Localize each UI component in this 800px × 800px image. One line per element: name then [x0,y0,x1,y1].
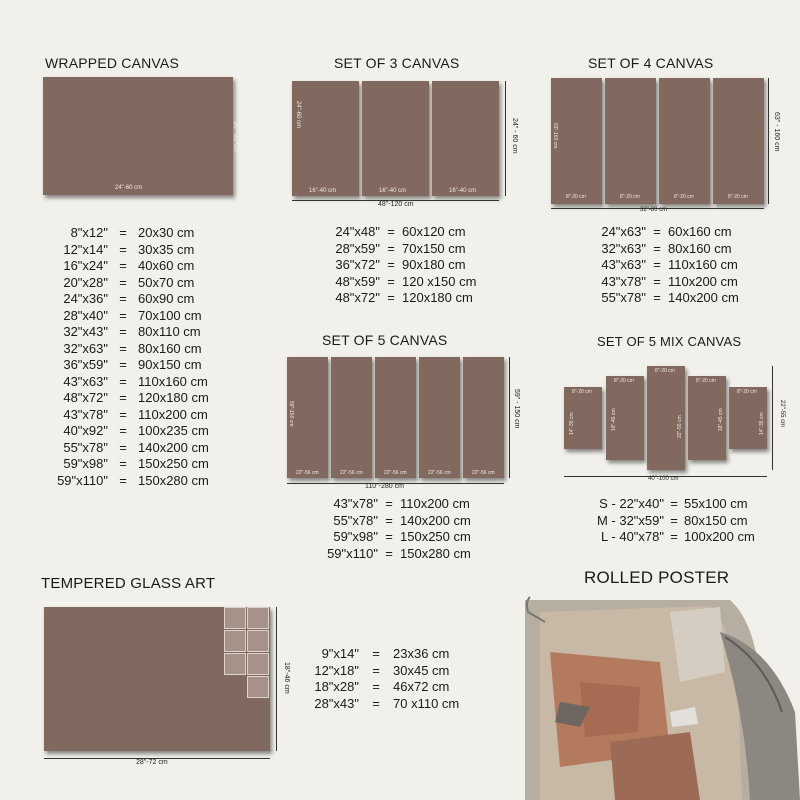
glass-title: TEMPERED GLASS ART [41,575,216,592]
size-equals: = [119,307,127,323]
set5-panel-4 [419,357,460,478]
size-row [562,529,770,546]
size-cm: 80x160 cm [138,340,202,356]
size-row [305,679,483,696]
size-cm: 60x120 cm [402,224,466,239]
size-row [28,374,228,391]
size-row [318,241,492,258]
size-equals: = [119,423,127,438]
size-row [28,357,228,374]
size-equals: = [119,291,127,306]
size-row [318,257,492,274]
glass-width-label: 28"-72 cm [136,759,168,766]
size-inches: 9"x14" [321,646,359,661]
size-row [28,341,228,358]
set3-title: SET OF 3 CANVAS [334,55,460,71]
size-inches: 48"x72" [335,290,380,305]
size-row [28,423,228,440]
size-inches: 48"x72" [63,390,108,405]
set4-total-height-label: 63" - 160 cm [773,112,780,152]
mix-height-line [772,366,773,470]
size-inches: 59"x110" [327,545,378,561]
set4-panel-3-width-label: 8"-20 cm [674,194,694,200]
size-cm: 110x160 cm [668,257,738,272]
size-cm: 120x180 cm [138,390,209,405]
size-equals: = [670,529,678,544]
size-inches: 43"x78" [601,273,646,289]
size-equals: = [119,439,127,455]
size-row [28,258,228,275]
size-cm: 150x280 cm [400,545,471,561]
size-equals: = [119,373,127,389]
size-row [316,546,490,563]
size-cm: 70 x110 cm [393,695,460,711]
size-inches: 40"x92" [63,423,108,438]
glass-height-line [276,607,277,751]
size-row [590,274,758,291]
size-equals: = [119,357,127,372]
size-inches: 43"x78" [333,496,378,511]
set3-size-list [318,224,492,307]
wrapped-width-label: 24"-60 cm [115,185,143,191]
size-cm: 90x150 cm [138,357,202,372]
size-cm: 20x30 cm [138,225,195,240]
size-inches: L - 40"x78" [601,529,664,544]
mix-panel-3 [647,366,685,470]
size-row [318,274,492,291]
size-cm: 80x160 cm [668,240,732,256]
set3-height-line [505,81,506,196]
size-row [28,291,228,308]
size-inches: 24"x48" [335,224,380,239]
rolled-poster-image [520,592,800,800]
size-equals: = [653,290,661,305]
set5-total-height-label: 59" - 150 cm [513,389,520,429]
size-equals: = [387,257,395,272]
size-equals: = [372,646,380,661]
set3-total-width-label: 48"-120 cm [378,201,414,208]
size-equals: = [119,472,127,488]
set3-panel-height-label: 24"-60 cm [295,101,301,129]
mix-panel-1 [564,387,602,449]
size-inches: 18"x28" [314,679,359,694]
size-cm: 110x160 cm [138,373,208,389]
mix-panel-4-width-label: 8"-20 cm [696,378,716,384]
size-row [305,663,483,680]
size-inches: 28"x43" [314,695,359,711]
size-cm: 140x200 cm [138,439,209,455]
size-inches: 43"x78" [63,406,108,422]
size-cm: 55x100 cm [684,496,748,511]
mix-panel-1-height-label: 14"-35 cm [569,412,575,435]
size-equals: = [385,496,393,511]
size-cm: 50x70 cm [138,274,195,290]
size-equals: = [387,290,395,305]
set3-panel-1-width-label: 16"-40 cm [309,188,337,194]
size-equals: = [387,240,395,256]
glass-panel [44,607,270,751]
set3-panel-2-width-label: 16"-40 cm [379,188,407,194]
set4-height-line [768,78,769,204]
size-cm: 80x110 cm [138,324,201,339]
set4-panel-1 [551,78,602,204]
size-equals: = [385,529,393,544]
wrapped-canvas-title: WRAPPED CANVAS [45,55,180,71]
set4-panel-height-label: 63"-160 cm [552,123,558,149]
set5-panel-1 [287,357,328,478]
size-row [28,473,228,490]
size-cm: 70x100 cm [138,307,202,323]
size-cm: 120x180 cm [402,290,473,305]
size-equals: = [653,273,661,289]
poster-title: ROLLED POSTER [584,568,730,587]
size-cm: 140x200 cm [668,290,739,305]
size-cm: 30x45 cm [393,662,450,678]
size-cm: 60x160 cm [668,224,732,239]
size-row [28,440,228,457]
size-row [28,324,228,341]
set4-panel-2 [605,78,656,204]
size-inches: 48"x59" [335,273,380,289]
set4-panel-4-width-label: 8"-20 cm [728,194,748,200]
size-row [590,257,758,274]
size-inches: 36"x59" [63,357,108,372]
wrapped-height-label: 36"-90 cm [232,121,239,153]
size-inches: 59"x98" [333,529,378,544]
size-row [316,513,490,530]
size-equals: = [653,224,661,239]
mix-panel-2-width-label: 8"-20 cm [614,378,634,384]
set4-panel-4 [713,78,764,204]
size-row [316,496,490,513]
size-cm: 150x280 cm [138,472,209,488]
size-inches: 43"x63" [601,257,646,272]
size-inches: 59"x110" [57,472,108,488]
size-row [28,407,228,424]
size-inches: 55"x78" [601,290,646,305]
set5-size-list [316,496,490,562]
mix-panel-3-height-label: 22"-55 cm [677,415,683,438]
size-cm: 90x180 cm [402,257,466,272]
size-equals: = [119,324,127,339]
set5mix-title: SET OF 5 MIX CANVAS [597,334,742,349]
size-inches: 55"x78" [333,512,378,528]
size-cm: 150x250 cm [138,456,209,471]
size-equals: = [119,274,127,290]
set4-panel-2-width-label: 8"-20 cm [620,194,640,200]
size-equals: = [387,224,395,239]
size-row [28,308,228,325]
size-equals: = [119,406,127,422]
set5-panel-2-width-label: 22"-56 cm [340,470,363,476]
wrapped-canvas-panel [43,77,239,195]
mix-size-list [562,496,770,546]
mix-panel-5-width-label: 8"-20 cm [737,389,757,395]
mix-total-width-label: 40"-100 cm [648,476,679,482]
mix-panel-4 [688,376,726,460]
wrapped-size-list [28,225,228,489]
set4-title: SET OF 4 CANVAS [588,55,714,71]
mix-panel-2 [606,376,644,460]
size-inches: 59"x98" [63,456,108,471]
size-cm: 110x200 cm [400,496,470,511]
size-cm: 110x200 cm [138,406,208,422]
mix-panel-2-height-label: 18"-45 cm [611,408,617,431]
size-cm: 60x90 cm [138,291,195,306]
size-cm: 70x150 cm [402,240,466,256]
size-equals: = [653,240,661,256]
size-cm: 40x60 cm [138,258,195,273]
size-cm: 150x250 cm [400,529,471,544]
size-row [28,390,228,407]
set3-total-height-label: 24" - 60 cm [511,118,518,154]
size-row [562,513,770,530]
set3-panel-2 [362,81,429,196]
glass-reflection [224,607,270,699]
size-inches: 28"x59" [335,240,380,256]
size-row [590,290,758,307]
size-equals: = [119,340,127,356]
mix-panel-3-width-label: 8"-20 cm [655,368,675,374]
size-row [305,646,483,663]
size-cm: 46x72 cm [393,679,450,694]
size-inches: 36"x72" [335,257,380,272]
size-inches: 32"x43" [63,324,108,339]
glass-size-list [305,646,483,712]
size-cm: 140x200 cm [400,512,471,528]
size-equals: = [372,662,380,678]
size-inches: 32"x63" [601,240,646,256]
mix-panel-5 [729,387,767,449]
mix-total-height-label: 22"-55 cm [779,400,785,428]
size-cm: 100x235 cm [138,423,209,438]
size-equals: = [385,545,393,561]
size-cm: 100x200 cm [684,529,755,544]
mix-panel-5-height-label: 14"-35 cm [759,412,765,435]
size-row [316,529,490,546]
size-equals: = [119,390,127,405]
size-row [28,225,228,242]
size-equals: = [653,257,661,272]
size-equals: = [119,241,127,257]
set5-total-width-label: 110"-280 cm [365,483,404,490]
size-cm: 23x36 cm [393,646,450,661]
size-row [28,456,228,473]
size-cm: 120 x150 cm [402,273,477,289]
set5-panel-5-width-label: 22"-56 cm [472,470,495,476]
set4-size-list [590,224,758,307]
set5-panel-height-label: 59"-150 cm [288,401,294,427]
set3-panel-3 [432,81,499,196]
size-inches: 55"x78" [63,439,108,455]
set3-panel-1 [292,81,359,196]
set3-panel-3-width-label: 16"-40 cm [449,188,477,194]
size-equals: = [372,679,380,694]
mix-panel-4-height-label: 18"-45 cm [718,408,724,431]
size-inches: 32"x63" [63,340,108,356]
size-inches: 20"x28" [63,274,108,290]
size-row [318,224,492,241]
size-equals: = [670,496,678,511]
size-equals: = [119,225,127,240]
size-equals: = [385,512,393,528]
size-equals: = [119,456,127,471]
size-row [590,241,758,258]
size-cm: 80x150 cm [684,512,748,528]
size-row [590,224,758,241]
size-row [318,290,492,307]
set5-panel-3-width-label: 22"-56 cm [384,470,407,476]
set5-panel-3 [375,357,416,478]
set4-total-width-label: 32"-80 cm [640,207,668,213]
set5-panel-4-width-label: 22"-56 cm [428,470,451,476]
size-row [28,275,228,292]
size-row [28,242,228,259]
size-equals: = [670,512,678,528]
size-inches: 43"x63" [63,373,108,389]
set4-panel-1-width-label: 8"-20 cm [566,194,586,200]
size-inches: 12"x14" [63,241,108,257]
set5-panel-5 [463,357,504,478]
mix-panel-1-width-label: 8"-20 cm [572,389,592,395]
size-inches: 16"x24" [63,258,108,273]
size-row [562,496,770,513]
size-cm: 30x35 cm [138,241,195,257]
set5-title: SET OF 5 CANVAS [322,332,448,348]
set5-height-line [509,357,510,478]
set5-panel-1-width-label: 22"-56 cm [296,470,319,476]
set4-panel-3 [659,78,710,204]
size-inches: 28"x40" [63,307,108,323]
size-inches: 24"x36" [63,291,108,306]
glass-height-label: 18"-46 cm [283,662,290,694]
size-equals: = [387,273,395,289]
size-inches: S - 22"x40" [599,496,664,511]
size-inches: 24"x63" [601,224,646,239]
set5-panel-2 [331,357,372,478]
size-equals: = [372,695,380,711]
size-inches: 8"x12" [70,225,108,240]
size-inches: M - 32"x59" [596,512,664,528]
size-row [305,696,483,713]
size-inches: 12"x18" [314,662,359,678]
size-cm: 110x200 cm [668,273,738,289]
size-equals: = [119,258,127,273]
